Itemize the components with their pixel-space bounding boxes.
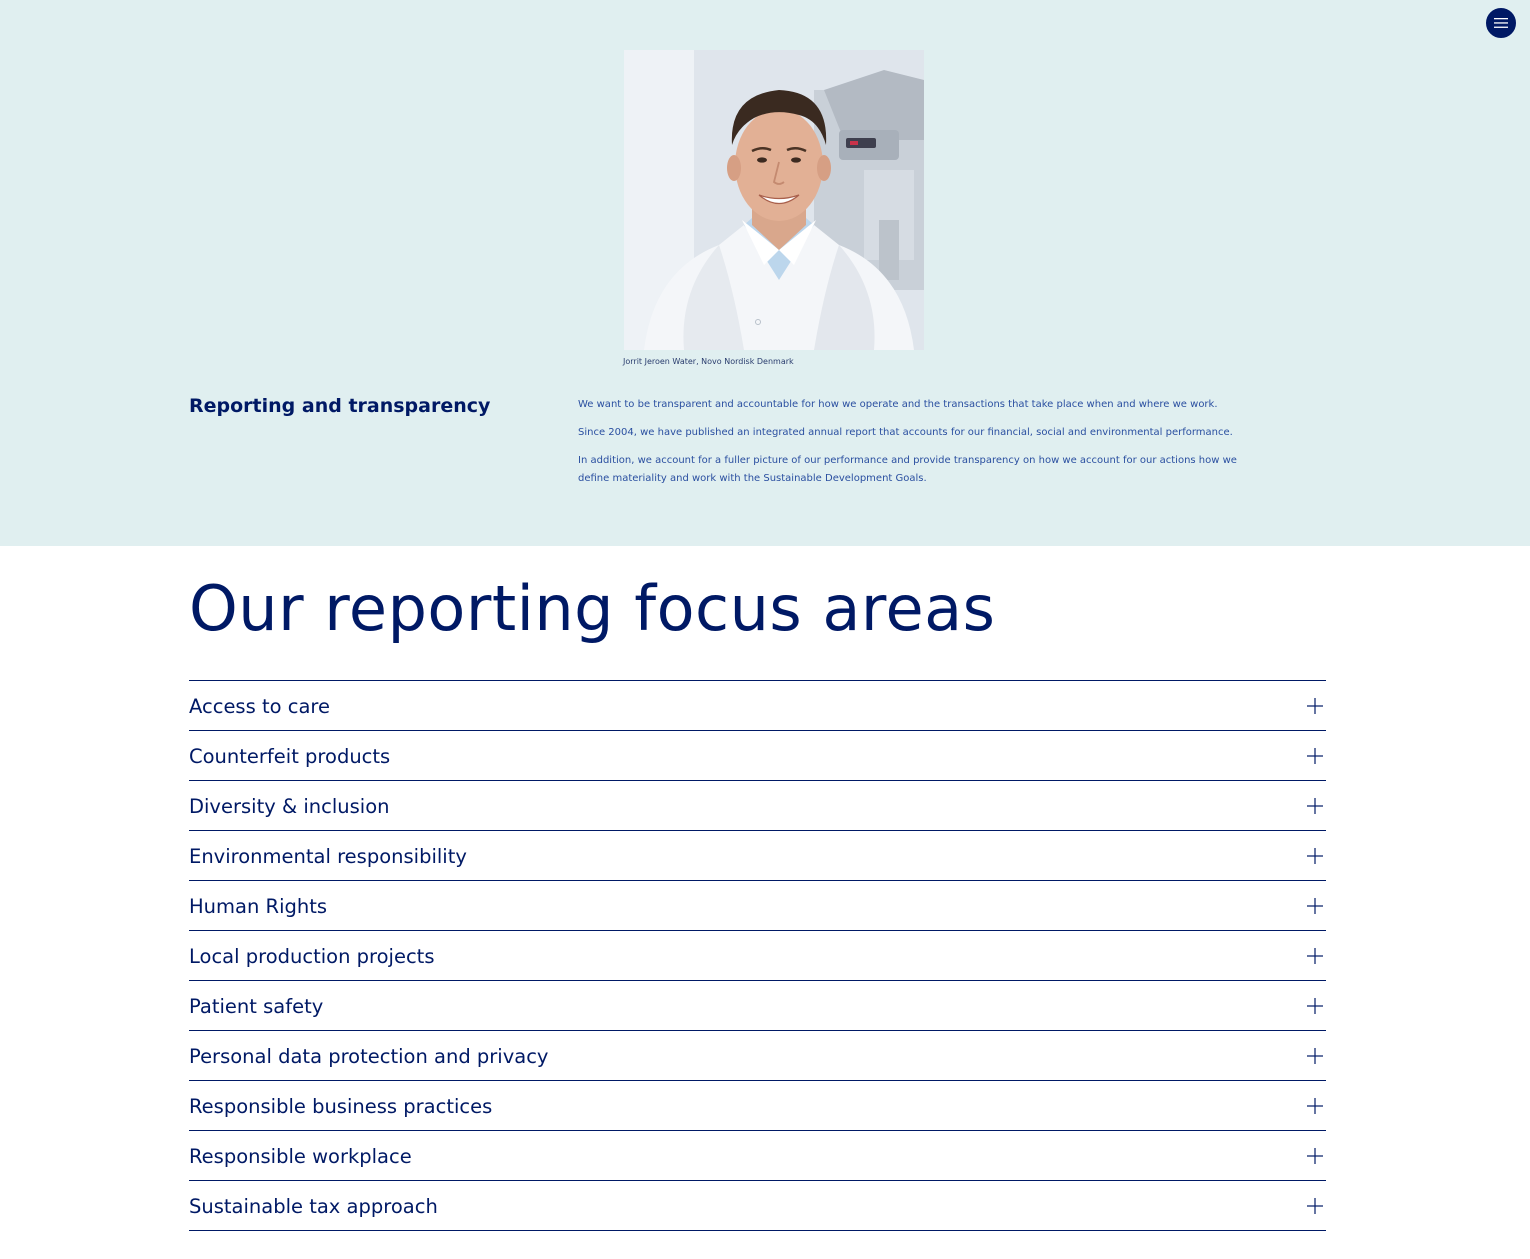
accordion-item-personal-data-protection[interactable]	[189, 1031, 1326, 1081]
plus-icon[interactable]	[1306, 1197, 1324, 1215]
plus-icon[interactable]	[1306, 1047, 1324, 1065]
reporting-paragraph: We want to be transparent and accountable for how we operate and the transactions that take place when and where we work.	[578, 399, 1218, 410]
accordion-item-label: Diversity & inclusion	[189, 795, 390, 818]
accordion-item-human-rights[interactable]	[189, 881, 1326, 931]
portrait-photo	[624, 50, 924, 350]
accordion-item-responsible-workplace[interactable]	[189, 1131, 1326, 1181]
plus-icon[interactable]	[1306, 1147, 1324, 1165]
focus-areas-accordion	[189, 680, 1326, 1231]
reporting-heading: Reporting and transparency	[189, 395, 491, 417]
focus-areas-title: Our reporting focus areas	[189, 572, 996, 645]
plus-icon[interactable]	[1306, 697, 1324, 715]
plus-icon[interactable]	[1306, 847, 1324, 865]
hero-section	[0, 0, 1530, 546]
accordion-item-access-to-care[interactable]	[189, 681, 1326, 731]
accordion-item-label: Responsible workplace	[189, 1145, 412, 1168]
plus-icon[interactable]	[1306, 897, 1324, 915]
accordion-item-counterfeit-products[interactable]	[189, 731, 1326, 781]
reporting-paragraph: Since 2004, we have published an integrated annual report that accounts for our financial, social and environmental performance.	[578, 427, 1233, 438]
accordion-item-patient-safety[interactable]	[189, 981, 1326, 1031]
photo-caption: Jorrit Jeroen Water, Novo Nordisk Denmark	[623, 357, 794, 366]
accordion-item-local-production-projects[interactable]	[189, 931, 1326, 981]
accordion-item-environmental-responsibility[interactable]	[189, 831, 1326, 881]
hamburger-menu-icon	[1493, 17, 1509, 29]
plus-icon[interactable]	[1306, 947, 1324, 965]
accordion-item-diversity-inclusion[interactable]	[189, 781, 1326, 831]
reporting-description	[578, 396, 1248, 498]
menu-button[interactable]	[1486, 8, 1516, 38]
accordion-item-label: Access to care	[189, 695, 330, 718]
accordion-item-label: Local production projects	[189, 945, 435, 968]
accordion-item-label: Counterfeit products	[189, 745, 391, 768]
accordion-item-sustainable-tax-approach[interactable]	[189, 1181, 1326, 1231]
plus-icon[interactable]	[1306, 747, 1324, 765]
accordion-item-label: Patient safety	[189, 995, 324, 1018]
accordion-item-responsible-business-practices[interactable]	[189, 1081, 1326, 1131]
accordion-item-label: Personal data protection and privacy	[189, 1045, 549, 1068]
accordion-item-label: Sustainable tax approach	[189, 1195, 438, 1218]
plus-icon[interactable]	[1306, 997, 1324, 1015]
accordion-item-label: Environmental responsibility	[189, 845, 467, 868]
reporting-paragraph: In addition, we account for a fuller picture of our performance and provide transparency on how we account for our actions how we define materiality and work with the Sustainable Development Goals.	[578, 455, 1237, 484]
plus-icon[interactable]	[1306, 797, 1324, 815]
plus-icon[interactable]	[1306, 1097, 1324, 1115]
accordion-item-label: Responsible business practices	[189, 1095, 493, 1118]
accordion-item-label: Human Rights	[189, 895, 328, 918]
